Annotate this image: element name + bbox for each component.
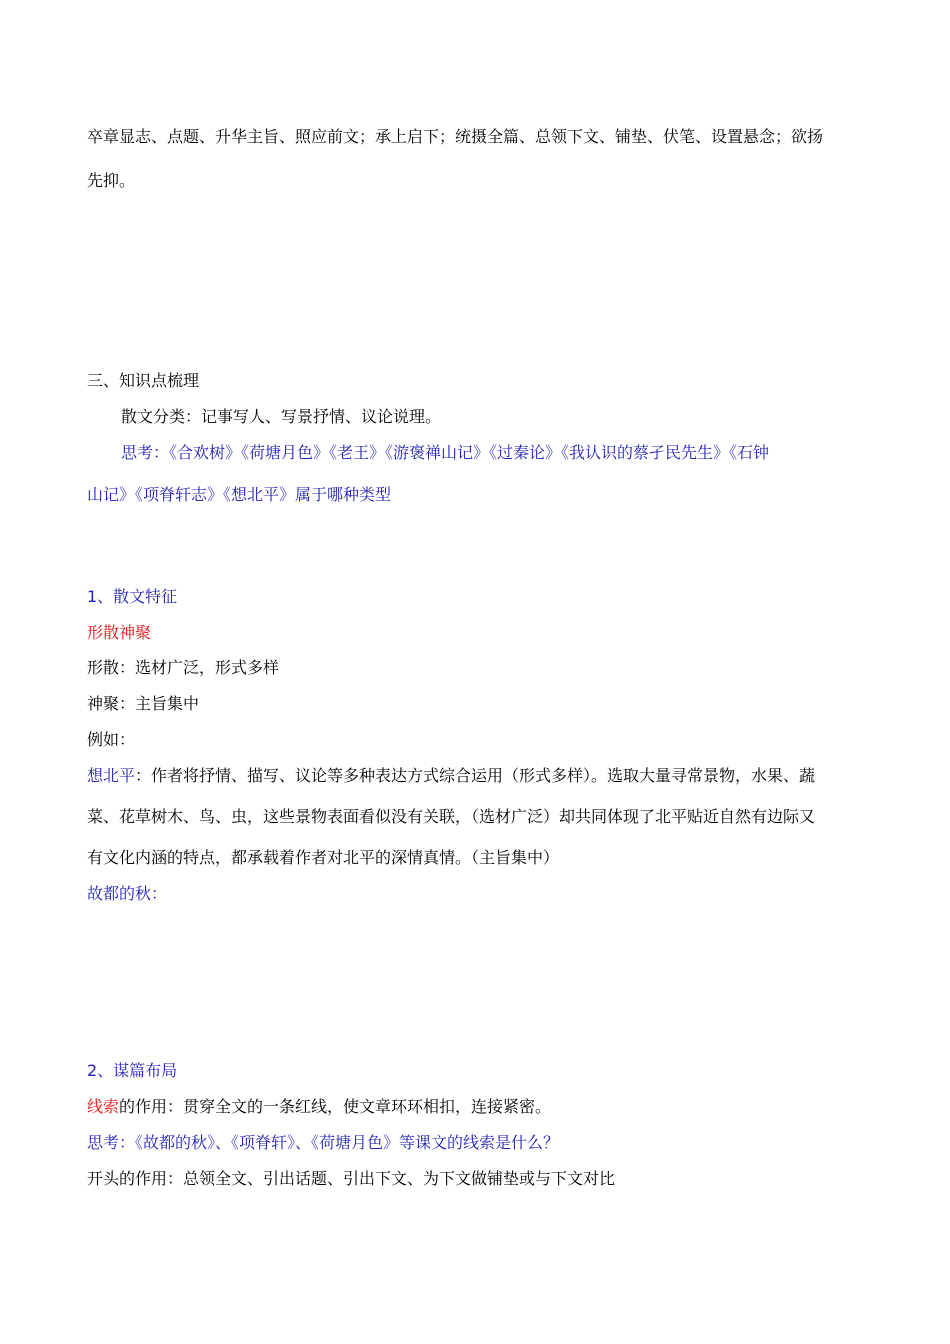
key-phrase: 形散神聚 [87, 623, 152, 642]
subheading-prose-features: 1、散文特征 [87, 587, 178, 606]
example-xiangbeiping-line-2: 菜、花草树木、鸟、虫，这些景物表面看似没有关联，（选材广泛）却共同体现了北平贴近自然有边际又 [87, 807, 816, 826]
example-label: 例如： [87, 730, 136, 749]
think-question-2: 思考：《故都的秋》、《项脊轩》、《荷塘月色》等课文的线索是什么？ [87, 1133, 560, 1152]
example-text: ：作者将抒情、描写、议论等多种表达方式综合运用（形式多样）。选取大量寻常景物，水果、蔬 [135, 766, 816, 785]
subheading-layout: 2、谋篇布局 [87, 1061, 178, 1080]
section-heading-knowledge: 三、知识点梳理 [87, 371, 200, 390]
clue-definition [87, 1096, 867, 1118]
clue-word: 线索 [87, 1097, 120, 1116]
intro-line-2: 先抑。 [87, 171, 136, 190]
example-xiangbeiping-line-1 [87, 765, 867, 787]
example-gudu: 故都的秋： [87, 884, 168, 903]
prose-classification: 散文分类：记事写人、写景抒情、议论说理。 [121, 407, 442, 426]
opening-function: 开头的作用：总领全文、引出话题、引出下文、为下文做铺垫或与下文对比 [87, 1169, 616, 1188]
definition-shenju: 神聚：主旨集中 [87, 694, 200, 713]
example-xiangbeiping-line-3: 有文化内涵的特点，都承载着作者对北平的深情真情。（主旨集中） [87, 848, 560, 867]
clue-text: 的作用：贯穿全文的一条红线，使文章环环相扣，连接紧密。 [119, 1097, 552, 1116]
think-question-1-line-2: 山记》《项脊轩志》《想北平》属于哪种类型 [87, 485, 392, 504]
definition-xingsan: 形散：选材广泛，形式多样 [87, 658, 280, 677]
example-title: 想北平 [87, 766, 136, 785]
intro-line-1: 卒章显志、点题、升华主旨、照应前文；承上启下；统摄全篇、总领下文、铺垫、伏笔、设置悬念；欲扬 [87, 127, 824, 146]
think-question-1-line-1: 思考：《合欢树》《荷塘月色》《老王》《游褒禅山记》《过秦论》《我认识的蔡孑民先生》《石钟 [121, 443, 770, 462]
